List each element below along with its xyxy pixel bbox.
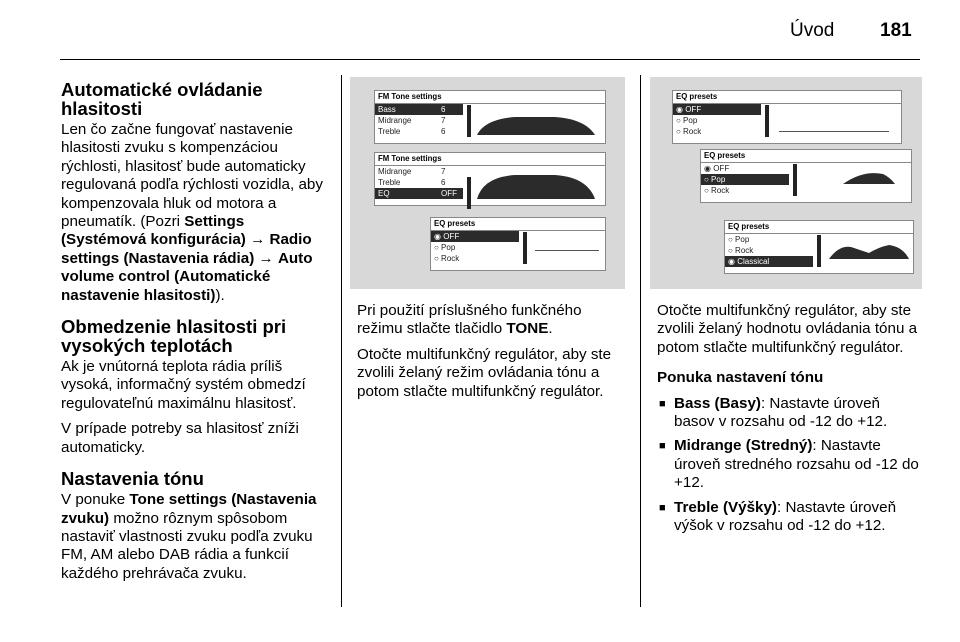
column-3 <box>657 302 919 541</box>
heading-tone-settings: Nastavenia tónu <box>61 468 204 490</box>
scrollbar <box>765 105 769 137</box>
eq-curve-icon <box>803 166 903 188</box>
text: V ponuke <box>61 491 130 509</box>
paragraph-tone-settings <box>61 491 329 583</box>
screen-title: FM Tone settings <box>375 153 605 166</box>
text: ). <box>215 286 225 304</box>
flat-eq-line <box>535 250 599 251</box>
heading-volume-limit: Obmedzenie hlasitosti pri vysokých teplotách <box>61 316 287 357</box>
text: Len čo začne fungovať nastavenie hlasitosti zvuku s kompenzáciou rýchlosti, hlasitosť bude automaticky regulovaná podľa rýchlosti vozidla, aby kompenzovala hluk od motora a pneumatík. (Pozri <box>61 121 323 231</box>
heading-auto-volume: Automatické ovládanie hlasitosti <box>61 79 263 119</box>
screen-eq-off <box>672 90 902 144</box>
column-2 <box>357 302 622 408</box>
list-item: ◉ OFF <box>431 231 519 242</box>
column-divider-2 <box>640 75 641 607</box>
paragraph-volume-limit: Ak je vnútorná teplota rádia príliš vysoká, informačný systém obmedzí regulovateľnú maximálnu hlasitosť. <box>61 358 306 412</box>
text: Pri použití príslušného funkčného režimu stlačte tlačidlo <box>357 302 582 338</box>
screen-title: EQ presets <box>701 150 911 163</box>
arrow: → <box>254 249 278 267</box>
list-item: ◉ OFF <box>673 104 761 115</box>
list-item: Treble 6 <box>378 178 446 187</box>
header-rule <box>60 59 920 60</box>
column-divider-1 <box>341 75 342 607</box>
tone-button-ref: TONE <box>506 320 549 338</box>
flat-eq-line <box>779 131 889 132</box>
screen-eq-pop <box>700 149 912 203</box>
list-item: ○ Pop <box>676 116 698 125</box>
paragraph-volume-reduce: V prípade potreby sa hlasitosť zníži automaticky. <box>61 420 299 456</box>
list-item-treble: ■ Treble (Výšky): Nastavte úroveň výšok v rozsahu od -12 do +12. <box>657 499 919 536</box>
list-item: Treble 6 <box>378 127 446 136</box>
list-item: ○ Rock <box>434 254 460 263</box>
text: . <box>548 320 553 338</box>
list-item: ○ Pop <box>728 235 750 244</box>
screen-tone-bass <box>374 90 606 144</box>
page-number: 181 <box>880 20 912 41</box>
list-item: ○ Rock <box>728 246 754 255</box>
text: možno rôznym spôsobom nastaviť vlastnosti zvuku podľa zvuku FM, AM alebo DAB rádia a funkcií každého prehrávača zvuku. <box>61 509 313 582</box>
subheading-tone-menu: Ponuka nastavení tónu <box>657 369 824 387</box>
scrollbar <box>467 105 471 137</box>
scrollbar <box>523 232 527 264</box>
screen-title: EQ presets <box>431 218 605 231</box>
menu-ref-tone-settings: Tone settings (Nastavenia zvuku) <box>61 491 317 527</box>
screen-tone-eq <box>374 152 606 206</box>
scrollbar <box>817 235 821 267</box>
list-item: ○ Pop <box>701 174 789 185</box>
menu-ref-settings: Settings (Systémová konfigurácia) <box>61 213 246 249</box>
list-item: Midrange 7 <box>378 167 446 176</box>
list-item: Midrange 7 <box>378 116 446 125</box>
tone-settings-list <box>657 395 919 536</box>
paragraph-select-value: Otočte multifunkčný regulátor, aby ste zvolili želaný hodnotu ovládania tónu a potom stlačte multifunkčný regulátor. <box>657 302 918 356</box>
screen-title: FM Tone settings <box>375 91 605 104</box>
paragraph-select-mode: Otočte multifunkčný regulátor, aby ste zvolili želaný režim ovládania tónu a potom stlačte multifunkčný regulátor. <box>357 345 612 400</box>
eq-curve-icon <box>475 109 601 139</box>
list-item: ◉ Classical <box>725 256 813 267</box>
list-item: ○ Rock <box>704 186 730 195</box>
list-item: ○ Rock <box>676 127 702 136</box>
eq-curve-icon <box>475 169 601 201</box>
menu-ref-auto-volume: Auto volume control (Automatické nastavenie hlasitosti) <box>61 249 313 304</box>
column-1 <box>61 80 329 590</box>
list-item: ○ Pop <box>434 243 456 252</box>
screen-eq-presets <box>430 217 606 271</box>
screen-title: EQ presets <box>725 221 913 234</box>
menu-ref-radio-settings: Radio settings (Nastavenia rádia) <box>61 231 312 267</box>
screen-title: EQ presets <box>673 91 901 104</box>
list-item: EQ OFF <box>375 188 463 199</box>
list-item-bass: ■ Bass (Basy): Nastavte úroveň basov v rozsahu od -12 do +12. <box>657 395 919 432</box>
scrollbar <box>467 177 471 209</box>
scrollbar <box>793 164 797 196</box>
paragraph-press-tone <box>357 302 622 339</box>
list-item: ◉ OFF <box>704 164 730 173</box>
arrow: → <box>245 231 270 249</box>
eq-curve-icon <box>827 239 911 261</box>
list-item: Bass 6 <box>375 104 463 115</box>
figure-fm-tone-settings <box>350 77 625 289</box>
figure-eq-presets <box>650 77 922 289</box>
page-header-title: Úvod <box>790 20 835 41</box>
screen-eq-classical <box>724 220 914 274</box>
paragraph-auto-volume <box>61 121 329 305</box>
list-item-midrange: ■ Midrange (Stredný): Nastavte úroveň stredného rozsahu od -12 do +12. <box>657 437 919 492</box>
